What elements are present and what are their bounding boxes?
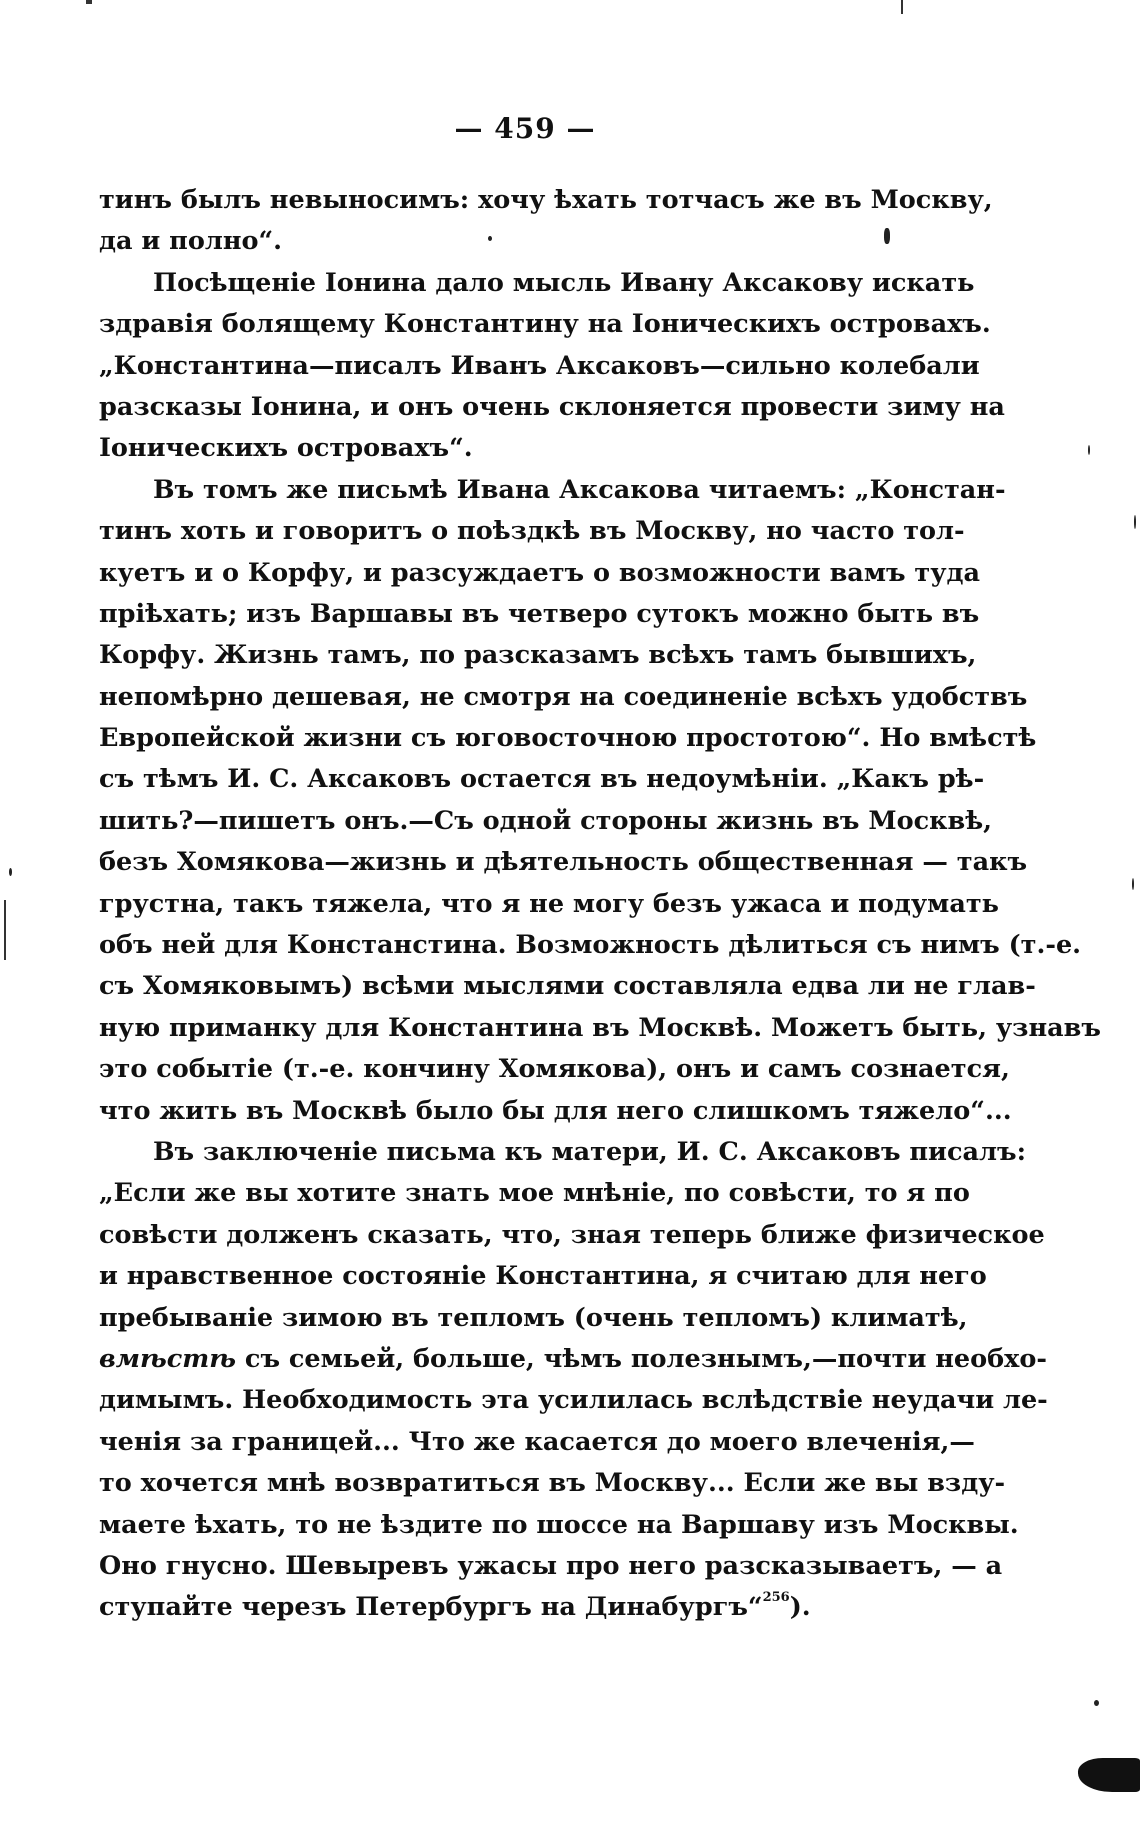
text-line: что жить въ Москвѣ было бы для него слишкомъ тяжело“... [99,1095,1012,1126]
text-span: съ семьей, больше, чѣмъ полезнымъ,—почти необхо- [236,1343,1047,1374]
scan-mark [4,900,6,960]
text-line: тинъ былъ невыносимъ: хочу ѣхать тотчасъ же въ Москву, [99,185,993,215]
text-line: Европейской жизни съ юговосточною простотою“. Но вмѣстѣ [99,723,1037,754]
text-line: шить?—пишетъ онъ.—Съ одной стороны жизнь въ Москвѣ, [99,805,993,836]
scan-speck [1132,878,1134,890]
scan-speck [884,228,890,244]
scan-speck [1088,445,1090,455]
scan-mark [901,0,903,14]
text-line: „Константина—писалъ Иванъ Аксаковъ—сильно колебали [99,350,980,381]
text-line: Іоническихъ островахъ“. [99,433,473,464]
text-line: ченія за границей... Что же касается до моего влеченія,— [99,1426,975,1457]
text-line: то хочется мнѣ возвратиться въ Москву... Если же вы взду- [99,1468,1006,1499]
scan-mark [86,0,92,4]
text-line: это событіе (т.-е. кончину Хомякова), онъ и самъ сознается, [99,1054,1010,1085]
text-line: тинъ хоть и говоритъ о поѣздкѣ въ Москву, но часто тол- [99,516,965,547]
text-line: „Если же вы хотите знать мое мнѣніе, по совѣсти, то я по [99,1178,970,1209]
text-span: ступайте черезъ Петербургъ на Динабургъ“ [99,1592,763,1623]
text-line: грустна, такъ тяжела, что я не могу безъ ужаса и подумать [99,888,999,919]
text-line: непомѣрно дешевая, не смотря на соединеніе всѣхъ удобствъ [99,681,1028,712]
text-line: и нравственное состояніе Константина, я считаю для него [99,1261,987,1292]
text-line: пріѣхать; изъ Варшавы въ четверо сутокъ можно быть въ [99,598,980,629]
emphasized-word: вмѣстѣ [99,1343,237,1374]
text-line: съ Хомяковымъ) всѣми мыслями составляла едва ли не глав- [99,971,1036,1002]
page-number: — 459 — [454,112,596,145]
body-text [99,180,1101,1629]
footnote-marker: 256 [762,1590,790,1606]
text-line: разсказы Іонина, и онъ очень склоняется провести зиму на [99,391,1005,422]
scan-speck [9,868,12,876]
text-line: Въ заключеніе письма къ матери, И. С. Аксаковъ писалъ: [153,1136,1026,1167]
scan-ink-blob [1078,1758,1140,1792]
text-line: Корфу. Жизнь тамъ, по разсказамъ всѣхъ тамъ бывшихъ, [99,640,977,671]
text-line: объ ней для Констанстина. Возможность дѣлиться съ нимъ (т.-е. [99,930,1082,961]
text-span: ). [789,1592,811,1623]
scan-speck [1134,515,1136,529]
text-line: здравія болящему Константину на Іоническихъ островахъ. [99,309,991,340]
text-line: димымъ. Необходимость эта усилилась вслѣдствіе неудачи ле- [99,1385,1048,1416]
text-line: съ тѣмъ И. С. Аксаковъ остается въ недоумѣніи. „Какъ рѣ- [99,764,985,795]
scan-speck [488,236,492,241]
text-line [99,1339,1047,1380]
text-line [99,1587,954,1628]
text-line: куетъ и о Корфу, и разсуждаетъ о возможности вамъ туда [99,557,981,588]
text-line: ную приманку для Константина въ Москвѣ. Можетъ быть, узнавъ [99,1012,1101,1043]
text-line: да и полно“. [99,226,283,257]
text-line: маете ѣхать, то не ѣздите по шоссе на Варшаву изъ Москвы. [99,1509,1019,1540]
text-line: Оно гнусно. Шевыревъ ужасы про него разсказываетъ, — а [99,1550,1003,1581]
text-line: Въ томъ же письмѣ Ивана Аксакова читаемъ: „Констан- [153,474,1006,505]
text-line: совѣсти долженъ сказать, что, зная теперь ближе физическое [99,1219,1045,1250]
scan-speck [1094,1700,1099,1706]
text-line: Посѣщеніе Іонина дало мысль Ивану Аксакову искать [153,267,975,298]
text-line: безъ Хомякова—жизнь и дѣятельность общественная — такъ [99,847,1028,878]
text-line: пребываніе зимою въ тепломъ (очень тепломъ) климатѣ, [99,1302,968,1333]
